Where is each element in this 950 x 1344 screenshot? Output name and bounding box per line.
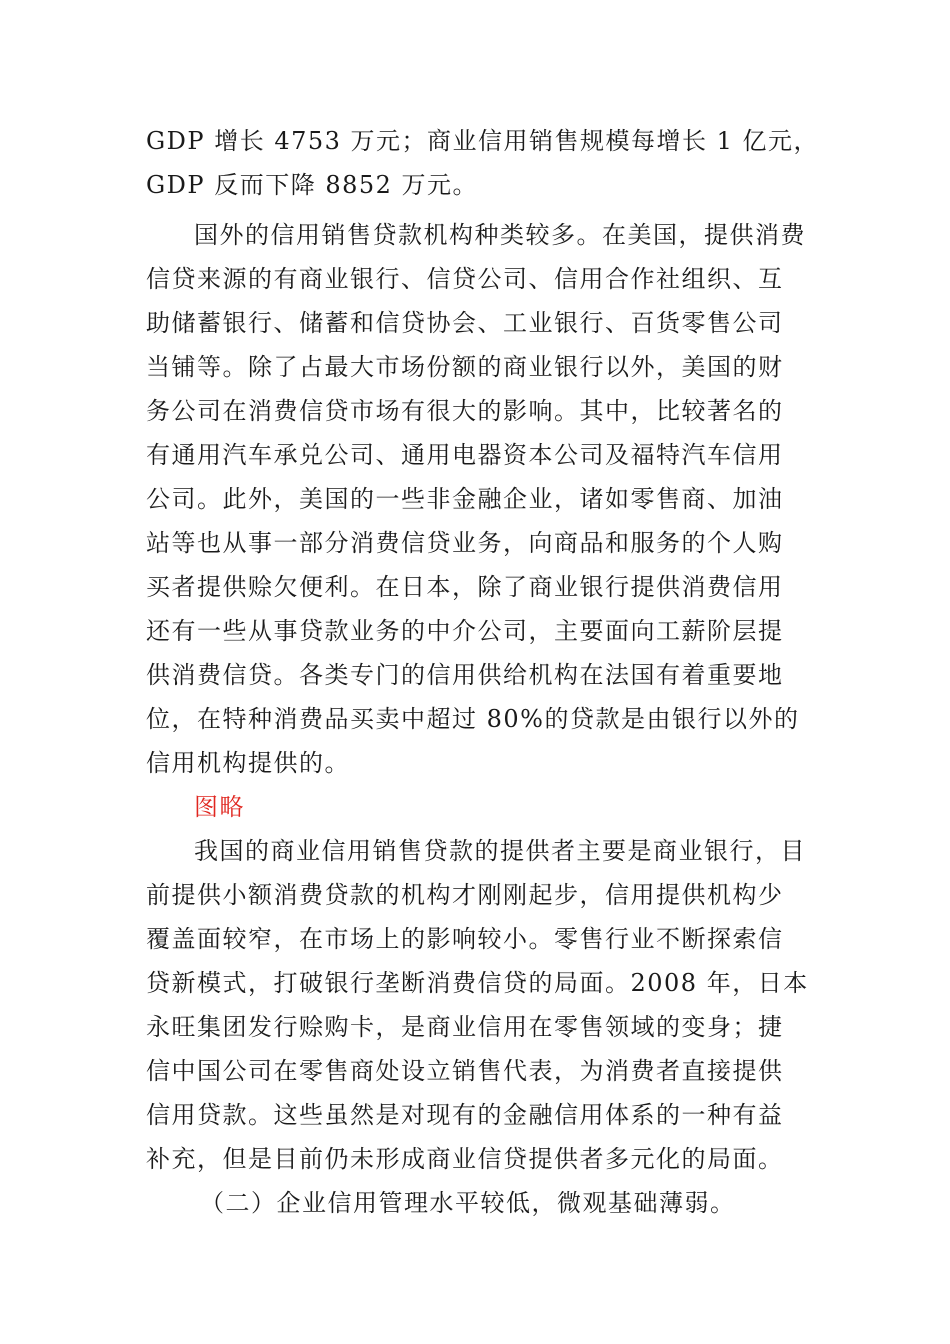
text-line: 站等也从事一部分消费信贷业务，向商品和服务的个人购	[146, 529, 784, 557]
paragraph-first-line: 我国的商业信用销售贷款的提供者主要是商业银行，目	[194, 837, 806, 865]
text-line: 信用贷款。这些虽然是对现有的金融信用体系的一种有益	[146, 1101, 784, 1129]
text-line: 还有一些从事贷款业务的中介公司，主要面向工薪阶层提	[146, 617, 784, 645]
text-line: 信贷来源的有商业银行、信贷公司、信用合作社组织、互	[146, 265, 784, 293]
text-line: 补充，但是目前仍未形成商业信贷提供者多元化的局面。	[146, 1145, 784, 1173]
text-line: 公司。此外，美国的一些非金融企业，诸如零售商、加油	[146, 485, 784, 513]
text-line: 当铺等。除了占最大市场份额的商业银行以外，美国的财	[146, 353, 784, 381]
text-line: GDP 反而下降 8852 万元。	[146, 171, 479, 199]
text-line: 助储蓄银行、储蓄和信贷协会、工业银行、百货零售公司	[146, 309, 784, 337]
text-line: 买者提供赊欠便利。在日本，除了商业银行提供消费信用	[146, 573, 784, 601]
text-line: 覆盖面较窄，在市场上的影响较小。零售行业不断探索信	[146, 925, 784, 953]
text-line: 永旺集团发行赊购卡，是商业信用在零售领域的变身；捷	[146, 1013, 784, 1041]
text-line: 有通用汽车承兑公司、通用电器资本公司及福特汽车信用	[146, 441, 784, 469]
text-line: 前提供小额消费贷款的机构才刚刚起步，信用提供机构少	[146, 881, 784, 909]
text-line: 信中国公司在零售商处设立销售代表，为消费者直接提供	[146, 1057, 784, 1085]
text-line: 供消费信贷。各类专门的信用供给机构在法国有着重要地	[146, 661, 784, 689]
text-line: 信用机构提供的。	[146, 749, 350, 777]
section-heading: （二）企业信用管理水平较低，微观基础薄弱。	[200, 1189, 736, 1217]
figure-omitted-note: 图略	[194, 793, 245, 821]
text-line: 务公司在消费信贷市场有很大的影响。其中，比较著名的	[146, 397, 784, 425]
text-line: 贷新模式，打破银行垄断消费信贷的局面。2008 年，日本	[146, 969, 809, 997]
text-line: GDP 增长 4753 万元；商业信用销售规模每增长 1 亿元，	[146, 127, 820, 155]
paragraph-first-line: 国外的信用销售贷款机构种类较多。在美国，提供消费	[194, 221, 806, 249]
text-line: 位，在特种消费品买卖中超过 80%的贷款是由银行以外的	[146, 705, 800, 733]
